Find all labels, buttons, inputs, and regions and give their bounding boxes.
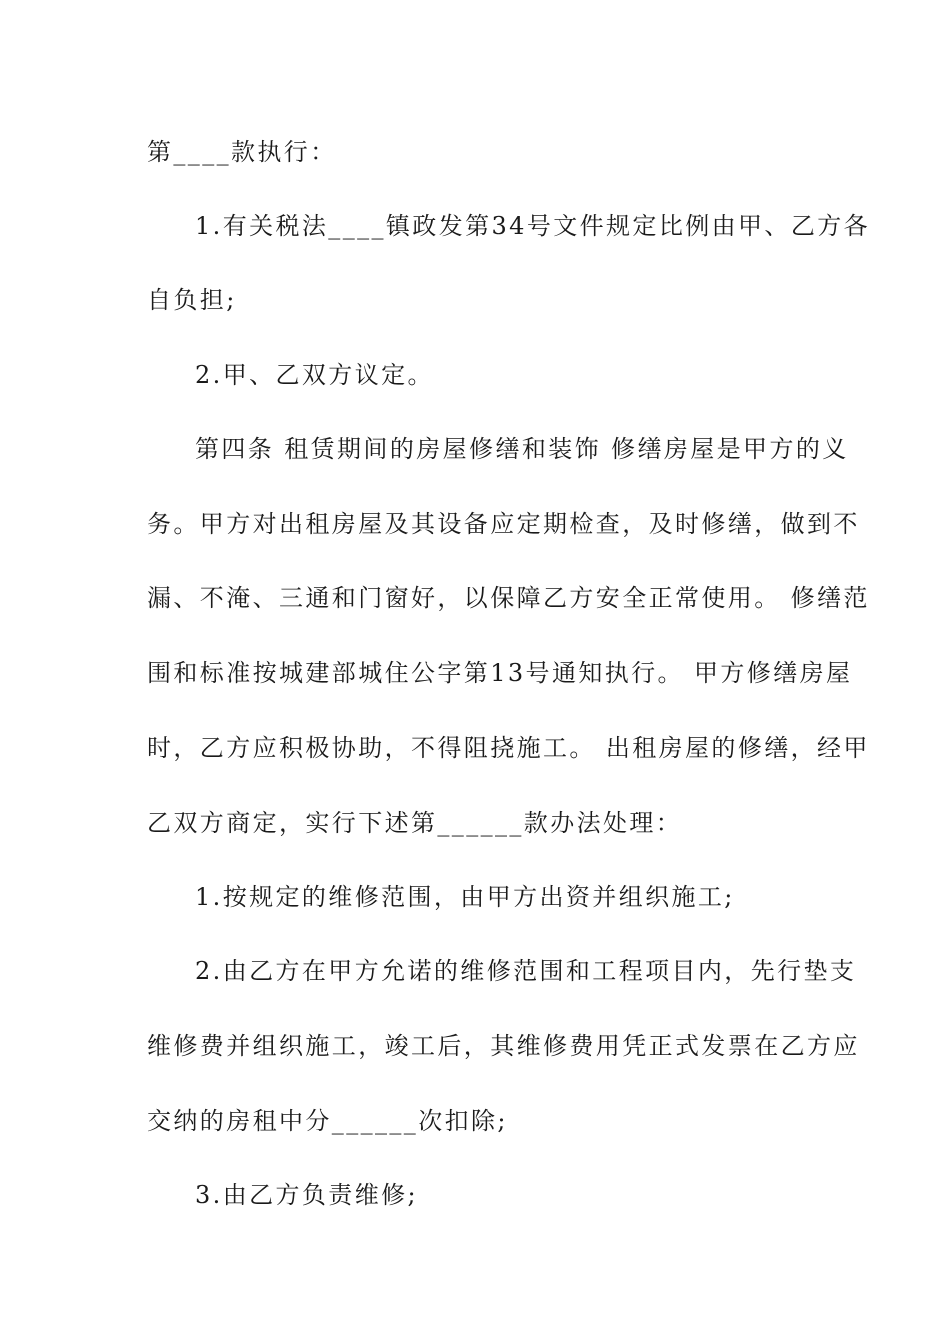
text-line: 维修费并组织施工，竣工后，其维修费用凭正式发票在乙方应 [147, 1032, 860, 1060]
text-line: 交纳的房租中分______次扣除; [147, 1107, 508, 1135]
text-line: 自负担; [147, 286, 237, 314]
text-line: 3.由乙方负责维修; [195, 1181, 418, 1209]
text-line: 第四条 租赁期间的房屋修缮和装饰 修缮房屋是甲方的义 [195, 435, 849, 463]
text-line: 围和标准按城建部城住公字第13号通知执行。 甲方修缮房屋 [147, 659, 853, 687]
text-line: 1.有关税法____镇政发第34号文件规定比例由甲、乙方各 [195, 212, 871, 240]
text-line: 漏、不淹、三通和门窗好，以保障乙方安全正常使用。 修缮范 [147, 584, 870, 612]
text-line: 第____款执行： [147, 138, 337, 166]
text-line: 务。甲方对出租房屋及其设备应定期检查，及时修缮，做到不 [147, 510, 860, 538]
text-line: 时，乙方应积极协助，不得阻挠施工。 出租房屋的修缮，经甲 [147, 734, 870, 762]
text-line: 2.甲、乙双方议定。 [195, 361, 434, 389]
text-line: 乙双方商定，实行下述第______款办法处理： [147, 809, 683, 837]
text-line: 2.由乙方在甲方允诺的维修范围和工程项目内，先行垫支 [195, 957, 857, 985]
text-line: 1.按规定的维修范围，由甲方出资并组织施工; [195, 883, 735, 911]
